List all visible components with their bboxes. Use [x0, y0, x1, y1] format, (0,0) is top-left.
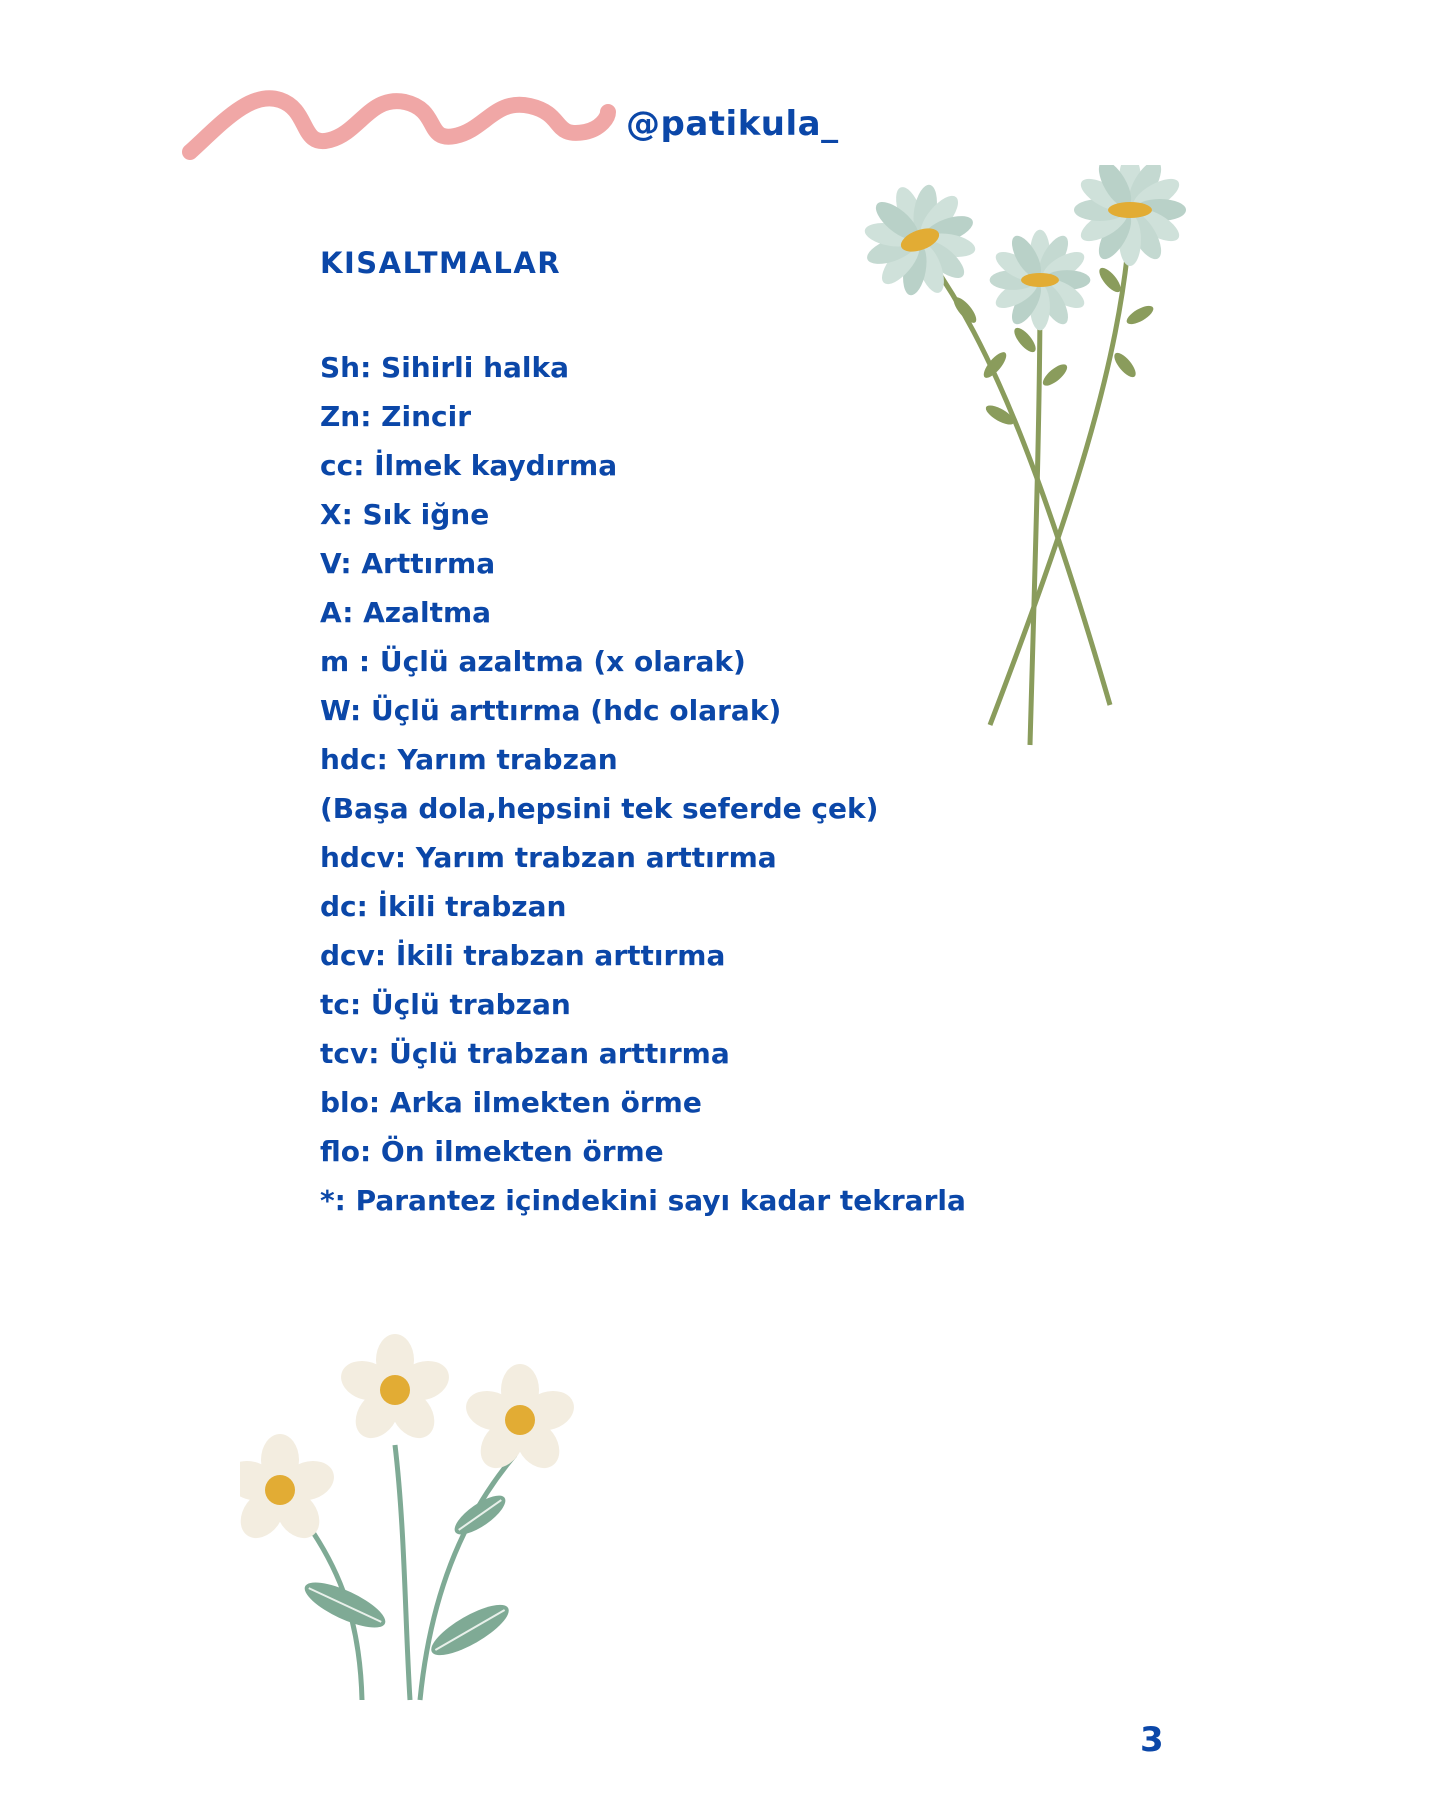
daisy-bouquet-top-illustration: [840, 165, 1210, 765]
pink-squiggle-decoration: [180, 70, 620, 170]
list-item: flo: Ön ilmekten örme: [320, 1135, 664, 1168]
list-item: X: Sık iğne: [320, 498, 490, 531]
list-item: Zn: Zincir: [320, 400, 472, 433]
list-item: dc: İkili trabzan: [320, 890, 567, 923]
page-title: KISALTMALAR: [320, 246, 562, 280]
list-item: tcv: Üçlü trabzan arttırma: [320, 1037, 730, 1070]
daisy-bouquet-bottom-illustration: [240, 1330, 600, 1710]
list-item: Sh: Sihirli halka: [320, 351, 570, 384]
list-item: (Başa dola,hepsini tek seferde çek): [320, 792, 879, 825]
list-item: W: Üçlü arttırma (hdc olarak): [320, 694, 782, 727]
author-handle: @patikula_: [626, 104, 839, 144]
list-item: hdcv: Yarım trabzan arttırma: [320, 841, 777, 874]
list-item: tc: Üçlü trabzan: [320, 988, 571, 1021]
list-item: cc: İlmek kaydırma: [320, 449, 618, 482]
list-item: blo: Arka ilmekten örme: [320, 1086, 702, 1119]
list-item: A: Azaltma: [320, 596, 492, 629]
list-item: dcv: İkili trabzan arttırma: [320, 939, 726, 972]
list-item: *: Parantez içindekini sayı kadar tekrarla: [320, 1184, 966, 1217]
page-number: 3: [1140, 1720, 1164, 1760]
list-item: m : Üçlü azaltma (x olarak): [320, 645, 746, 678]
list-item: V: Arttırma: [320, 547, 496, 580]
list-item: hdc: Yarım trabzan: [320, 743, 618, 776]
